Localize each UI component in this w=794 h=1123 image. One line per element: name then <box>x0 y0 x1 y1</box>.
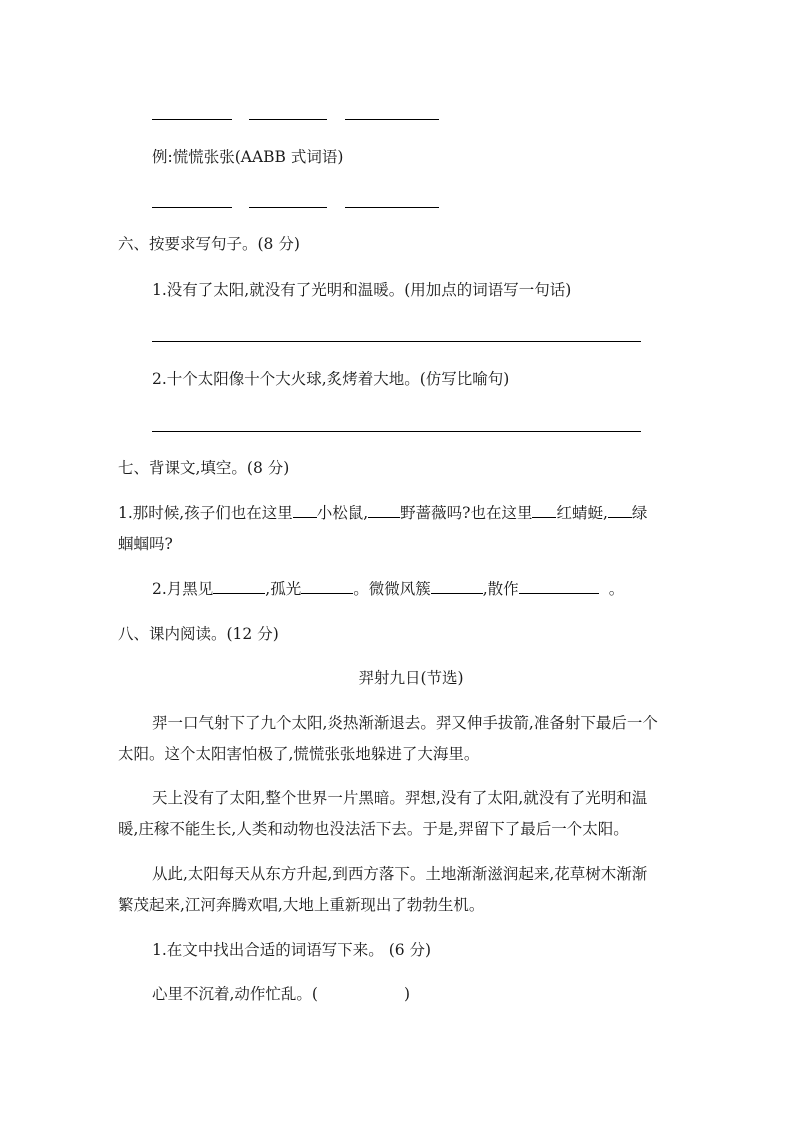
fill-blank[interactable] <box>532 503 556 518</box>
fill-blank[interactable] <box>431 579 483 594</box>
section-7-heading: 七、背课文,填空。(8 分) <box>118 459 290 477</box>
s7q2-text-2: ,孤光 <box>265 580 302 598</box>
section-7-question-2 <box>152 579 624 599</box>
passage-para1-line1: 羿一口气射下了九个太阳,炎热渐渐退去。羿又伸手拔箭,准备射下最后一个 <box>152 714 658 732</box>
answer-blank-4[interactable] <box>152 207 232 208</box>
q1-item-open: 心里不沉着,动作忙乱。( <box>152 985 318 1003</box>
answer-line-6-1[interactable] <box>152 341 641 342</box>
section-8-question-1-item <box>152 984 410 1004</box>
section-6-heading: 六、按要求写句子。(8 分) <box>118 235 300 253</box>
answer-blank-5[interactable] <box>249 207 327 208</box>
section-8-heading: 八、课内阅读。(12 分) <box>118 625 279 643</box>
passage-para3-line1: 从此,太阳每天从东方升起,到西方落下。土地渐渐滋润起来,花草树木渐渐 <box>152 865 648 883</box>
s7q1-text-5: 绿 <box>631 504 648 522</box>
fill-blank[interactable] <box>293 503 317 518</box>
s7q1-text-4: 红蜻蜓, <box>556 504 608 522</box>
passage-para2-line1: 天上没有了太阳,整个世界一片黑暗。羿想,没有了太阳,就没有了光明和温 <box>152 789 648 807</box>
section-7-question-1 <box>118 503 647 523</box>
s7q1-text-1: 1.那时候,孩子们也在这里 <box>118 504 293 522</box>
s7q2-text-3: 。微微风簇 <box>353 580 431 598</box>
passage-para3-line2: 繁茂起来,江河奔腾欢唱,大地上重新现出了勃勃生机。 <box>118 896 485 914</box>
q1-item-close: ) <box>403 985 411 1003</box>
section-8-question-1: 1.在文中找出合适的词语写下来。 (6 分) <box>152 941 432 959</box>
s7q1-text-2: 小松鼠, <box>316 504 369 522</box>
answer-blank-3[interactable] <box>345 119 439 120</box>
s7q2-text-5: 。 <box>608 580 625 598</box>
fill-blank[interactable] <box>301 579 353 594</box>
example-aabb: 例:慌慌张张(AABB 式词语) <box>152 148 344 166</box>
fill-blank[interactable] <box>368 503 400 518</box>
passage-para1-line2: 太阳。这个太阳害怕极了,慌慌张张地躲进了大海里。 <box>118 745 480 763</box>
section-6-question-2: 2.十个太阳像十个大火球,炙烤着大地。(仿写比喻句) <box>152 370 510 388</box>
s7q1-text-3: 野蔷薇吗?也在这里 <box>400 504 533 522</box>
answer-blank-6[interactable] <box>345 207 439 208</box>
answer-line-6-2[interactable] <box>152 431 641 432</box>
section-7-question-1-cont: 蝈蝈吗? <box>118 535 173 553</box>
answer-blank-1[interactable] <box>152 119 232 120</box>
s7q2-text-4: ,散作 <box>482 580 519 598</box>
answer-blank-2[interactable] <box>249 119 327 120</box>
section-6-question-1: 1.没有了太阳,就没有了光明和温暖。(用加点的词语写一句话) <box>152 281 572 299</box>
fill-blank[interactable] <box>608 503 632 518</box>
fill-blank[interactable] <box>519 579 599 594</box>
passage-title: 羿射九日(节选) <box>358 669 464 687</box>
passage-para2-line2: 暖,庄稼不能生长,人类和动物也没法活下去。于是,羿留下了最后一个太阳。 <box>118 820 629 838</box>
fill-blank[interactable] <box>213 579 265 594</box>
s7q2-text-1: 2.月黑见 <box>152 580 214 598</box>
